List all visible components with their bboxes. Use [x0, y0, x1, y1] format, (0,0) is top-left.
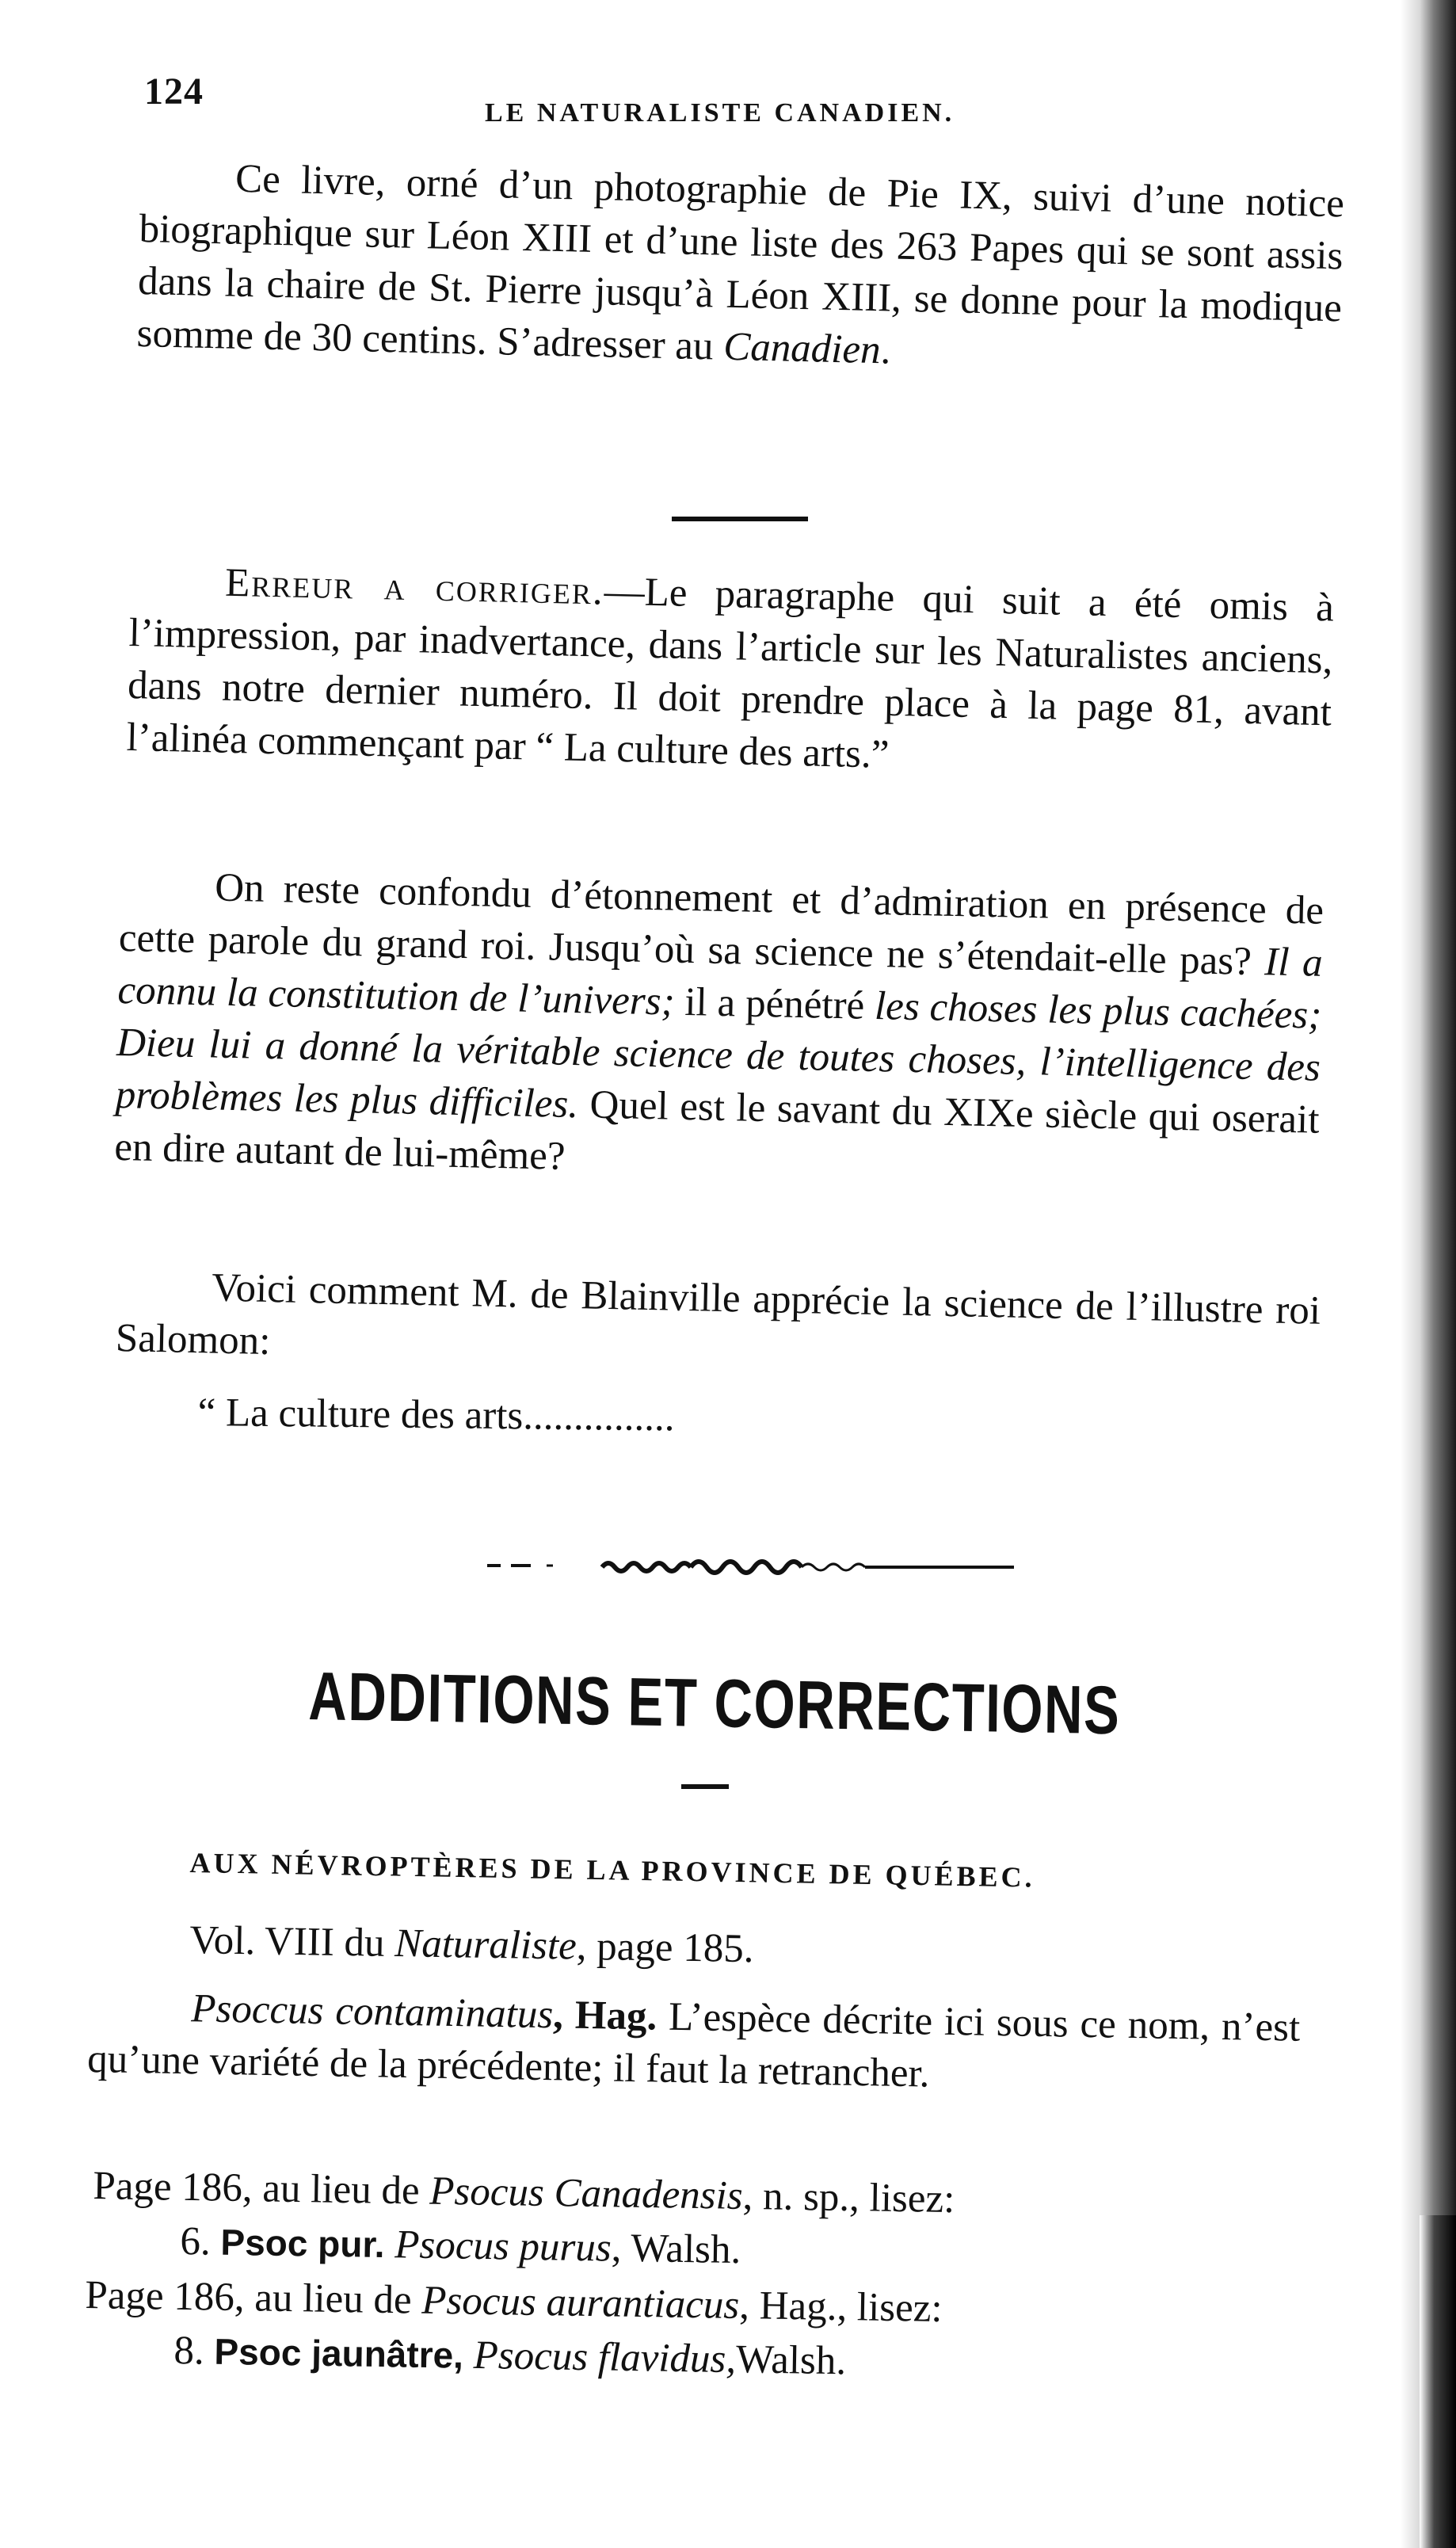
correction-line [85, 2272, 943, 2332]
erreur-lead: Erreur a corriger. [224, 560, 605, 614]
correction-prefix: Page 186, au lieu de [85, 2272, 422, 2323]
confondu-text-1: On reste confondu d’étonnement et d’admiration en présence de cette parole du grand roi. Jusqu’où sa science ne s’étendait-elle pas? [118, 865, 1325, 985]
correction-italic: Psocus Canadensis [429, 2168, 744, 2218]
entry-latin-name: Psocus purus [394, 2222, 612, 2271]
entry-common-name: Psoc jaunâtre, [214, 2330, 464, 2376]
page-number: 124 [144, 71, 204, 113]
entry-latin-name: Psocus flavidus, [473, 2332, 737, 2382]
notice-paragraph [136, 151, 1345, 387]
correction-prefix: Page 186, au lieu de [93, 2163, 430, 2214]
page-edge-dark [1420, 2215, 1456, 2548]
psoccus-paragraph [87, 1981, 1301, 2107]
confondu-text-2: il a pénétré [684, 979, 875, 1028]
entry-author: Walsh. [735, 2337, 847, 2384]
confondu-text-3: Quel est le savant du XIXe siècle qui oserait en dire autant de lui-même? [113, 1082, 1321, 1179]
entry-number: 6. [180, 2218, 212, 2264]
correction-suffix: , Hag., lisez: [738, 2283, 943, 2331]
notice-end: . [879, 328, 891, 373]
page-edge-shadow [1401, 0, 1456, 2548]
correction-italic: Psocus aurantiacus [421, 2278, 740, 2328]
psoccus-author: , Hag. [552, 1993, 657, 2039]
volume-line [189, 1917, 754, 1972]
culture-quote: “ La culture des arts............... [197, 1390, 675, 1440]
psoccus-name: Psoccus contaminatus [190, 1986, 554, 2038]
confondu-italic-2: les choses les plus cachées; Dieu lui a donné la véritable science de toutes choses, l’intelligence des problèmes les plus difficiles. [115, 983, 1322, 1127]
confondu-paragraph [114, 860, 1325, 1199]
correction-line [93, 2163, 955, 2222]
title-rule [681, 1784, 729, 1789]
section-title: ADDITIONS ET CORRECTIONS [307, 1658, 1121, 1749]
species-entry [180, 2218, 741, 2273]
psoccus-text: L’espèce décrite ici sous ce nom, n’est qu’une variété de la précédente; il faut la retrancher. [86, 1994, 1301, 2096]
notice-text: Ce livre, orné d’un photographie de Pie IX, suivi d’une notice biographique sur Léon XIII et d’une liste des 263 Papes qui se sont assis dans la chaire de St. Pierre jusqu’à Léon XIII, se donne pour la modique somme de 30 centins. S’adresser au [136, 156, 1345, 369]
blainville-paragraph: Voici comment M. de Blainville apprécie la science de l’illustre roi Salomon: [115, 1265, 1321, 1364]
divider-rule [672, 517, 808, 521]
entry-common-name: Psoc pur. [220, 2221, 385, 2266]
running-head: LE NATURALISTE CANADIEN. [485, 98, 955, 128]
vol-suffix: , page 185. [576, 1924, 755, 1972]
vol-prefix: Vol. VIII du [189, 1917, 395, 1966]
entry-author: , Walsh. [611, 2226, 741, 2273]
species-entry [173, 2328, 846, 2384]
notice-italic: Canadien [722, 324, 882, 373]
vol-italic: Naturaliste [394, 1921, 577, 1969]
correction-suffix: , n. sp., lisez: [742, 2173, 955, 2222]
confondu-italic-1: Il a connu la constitution de l’univers; [116, 940, 1324, 1024]
entry-number: 8. [173, 2328, 205, 2374]
section-subtitle: AUX NÉVROPTÈRES DE LA PROVINCE DE QUÉBEC. [189, 1846, 1035, 1894]
erreur-paragraph [126, 555, 1335, 791]
ornament-divider [483, 1545, 1022, 1577]
erreur-text: —Le paragraphe qui suit a été omis à l’impression, par inadvertance, dans l’article sur les Naturalistes anciens, dans notre dernier numéro. Il doit prendre place à la page 81, avant l’alinéa commençant par “ La culture des arts.” [126, 569, 1335, 777]
